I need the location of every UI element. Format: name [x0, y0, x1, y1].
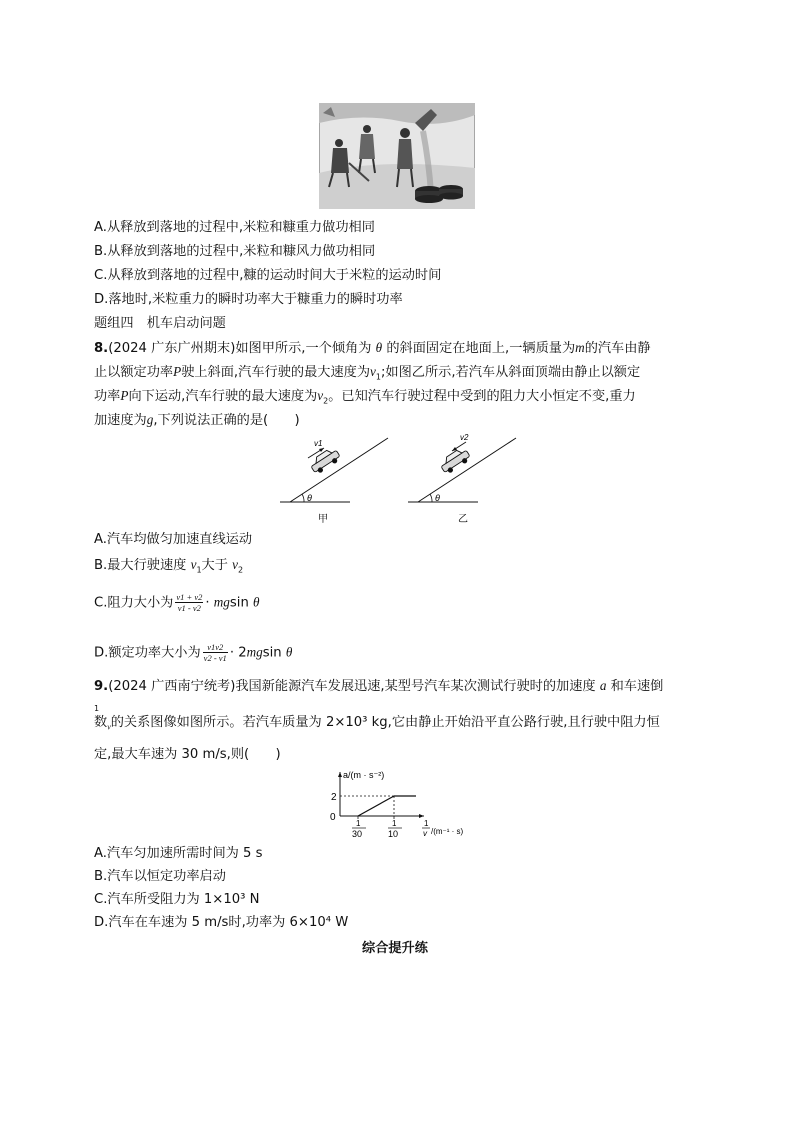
q9-source: (2024 广西南宁统考) [108, 679, 236, 694]
x-axis-label: /(m⁻¹ · s) [431, 827, 464, 836]
label-jia: 甲 [318, 514, 328, 525]
q8-option-b [94, 556, 243, 580]
fraction-d [203, 642, 228, 663]
q9-option-a: A.汽车匀加速所需时间为 5 s [94, 846, 263, 861]
q9-line-3: 定,最大车速为 30 m/s,则( ) [94, 747, 281, 762]
q8-text: ;如图乙所示,若汽车从斜面顶端由静止以额定 [380, 365, 641, 380]
q9-line-1 [94, 677, 663, 696]
denominator: v1 - v2 [177, 603, 201, 613]
tick2-num: 1 [392, 819, 397, 828]
q8-option-c [94, 592, 260, 613]
q9-number: 9. [94, 679, 109, 694]
v-symbol: v [190, 557, 197, 572]
sin-text: sin [229, 595, 249, 611]
denominator: v2 - v1 [203, 653, 227, 663]
q9-option-d: D.汽车在车速为 5 m/s时,功率为 6×10⁴ W [94, 915, 349, 930]
figure-jia [280, 438, 388, 525]
v2-label: v2 [460, 433, 469, 442]
theta-label-yi: θ [435, 493, 440, 503]
q8-text: 的汽车由静 [584, 341, 651, 356]
q7-option-a: A.从释放到落地的过程中,米粒和糠重力做功相同 [94, 220, 375, 235]
mg-symbol: mg [246, 644, 263, 660]
mg-symbol: mg [213, 594, 230, 610]
q8-text: 加速度为 [94, 413, 147, 428]
subscript: 2 [323, 396, 329, 406]
car-yi [438, 446, 472, 475]
group4-title: 题组四 机车启动问题 [94, 316, 226, 331]
q8-text: 驶上斜面,汽车行驶的最大速度为 [181, 365, 371, 380]
q9-frac-top: 1 [94, 704, 100, 713]
origin-label: 0 [330, 812, 336, 823]
tick1-den: 30 [352, 829, 363, 839]
q8-line-2 [94, 363, 640, 387]
q9-text: 和车速倒 [610, 679, 664, 694]
numerator: v1 + v2 [176, 592, 203, 602]
q9-text: 数 [94, 715, 108, 730]
graph-sloped-segment [358, 796, 394, 816]
q8-text: 向下运动,汽车行驶的最大速度为 [128, 389, 318, 404]
q7-option-c: C.从释放到落地的过程中,糠的运动时间大于米粒的运动时间 [94, 268, 442, 283]
subscript: 1 [375, 372, 381, 382]
q7-option-b: B.从释放到落地的过程中,米粒和糠风力做功相同 [94, 244, 376, 259]
v-symbol: v [370, 364, 376, 379]
q8-text: 的斜面固定在地面上,一辆质量为 [386, 341, 576, 356]
q8-text: 止以额定功率 [94, 365, 174, 380]
q8-text: 大于 [201, 558, 228, 573]
theta-symbol: θ [375, 340, 383, 355]
q9-line-2 [94, 714, 660, 737]
q8-text: B.最大行驶速度 [94, 558, 187, 573]
q8-number: 8. [94, 341, 109, 356]
q8-text: 功率 [94, 389, 121, 404]
q8-text: 。已知汽车行驶过程中受到的阻力大小恒定不变,重力 [328, 389, 636, 404]
q8-incline-figures [270, 430, 530, 530]
q8-line-4 [94, 411, 300, 430]
q9-graph [320, 766, 480, 840]
q9-option-c: C.汽车所受阻力为 1×10³ N [94, 892, 260, 907]
q8-option-a: A.汽车均做匀加速直线运动 [94, 532, 253, 547]
q8-text: D.额定功率大小为 [94, 645, 201, 661]
q8-option-d [94, 642, 292, 663]
numerator: v1v2 [203, 642, 228, 653]
label-yi: 乙 [458, 514, 468, 525]
winnowing-illustration [319, 103, 475, 209]
q7-option-d: D.落地时,米粒重力的瞬时功率大于糠重力的瞬时功率 [94, 292, 403, 307]
q9-text: 的关系图像如图所示。若汽车质量为 2×10³ kg,它由静止开始沿平直公路行驶,且行驶中阻力恒 [110, 715, 660, 730]
theta-symbol: θ [253, 594, 260, 610]
q8-text: · 2 [229, 645, 247, 661]
fraction-c [175, 592, 203, 613]
tick1-num: 1 [356, 819, 361, 828]
v-symbol: v [232, 557, 238, 572]
q8-text: · [205, 595, 210, 611]
sin-text: sin [262, 645, 282, 661]
q9-option-b: B.汽车以恒定功率启动 [94, 869, 226, 884]
q9-text: 我国新能源汽车发展迅速,某型号汽车某次测试行驶时的加速度 [235, 679, 596, 694]
q8-source: (2024 广东广州期末) [108, 341, 236, 356]
power-symbol: P [173, 364, 182, 379]
q8-line-1 [94, 339, 651, 358]
v1-label: v1 [314, 439, 323, 448]
theta-symbol: θ [285, 644, 293, 660]
figure-yi [408, 433, 516, 525]
y-axis-label: a/(m · s⁻²) [343, 770, 385, 780]
g-symbol: g [146, 412, 154, 427]
a-symbol: a [599, 678, 607, 693]
tick2-den: 10 [388, 829, 399, 839]
q8-line-3 [94, 387, 636, 411]
v-symbol: v [107, 722, 111, 732]
theta-label-jia: θ [307, 493, 312, 503]
x-frac-num: 1 [424, 819, 429, 828]
y-tick-2: 2 [331, 792, 337, 803]
q8-text: ,下列说法正确的是( ) [153, 413, 300, 428]
q8-text: C.阻力大小为 [94, 595, 174, 611]
section-heading-comprehensive: 综合提升练 [362, 941, 428, 956]
x-frac-den: v [423, 829, 427, 838]
mass-symbol: m [575, 340, 585, 355]
subscript: 2 [237, 565, 244, 575]
power-symbol: P [120, 388, 129, 403]
q8-text: 如图甲所示,一个倾角为 [235, 341, 372, 356]
subscript: 1 [196, 565, 202, 575]
v-symbol: v [317, 388, 324, 403]
